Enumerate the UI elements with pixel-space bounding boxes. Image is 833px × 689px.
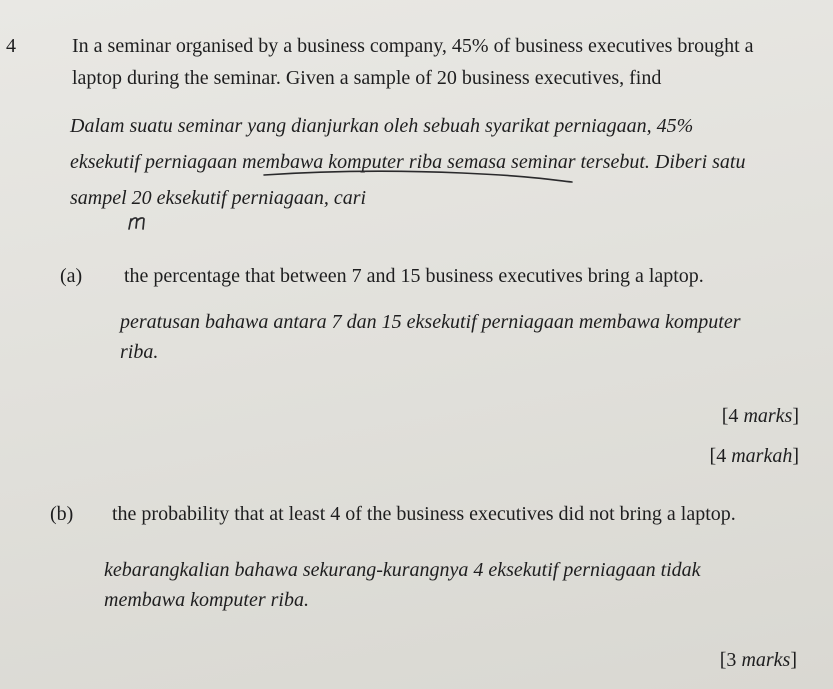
part-a-markah-text: [4 markah] [709,445,799,467]
stem-malay-line-3: sampel 20 eksekutif perniagaan, cari [70,187,367,209]
part-a-english: the percentage that between 7 and 15 business executives bring a laptop. [124,265,704,287]
question-number: 4 [6,35,16,57]
part-b-marks-english [720,648,797,672]
stem-english-line-1: In a seminar organised by a business company, 45% of business executives brought a [72,35,754,57]
part-a-label: (a) [60,265,83,287]
part-a-marks-text: [4 marks] [721,405,799,427]
part-b-english: the probability that at least 4 of the business executives did not bring a laptop. [112,503,736,525]
part-b-malay-line-2: membawa komputer riba. [104,589,309,611]
handwritten-underline [262,170,574,186]
stem-malay-line-1: Dalam suatu seminar yang dianjurkan oleh sebuah syarikat perniagaan, 45% [70,115,694,137]
part-a-malay-line-2: riba. [120,341,159,363]
part-b-malay-line-1: kebarangkalian bahawa sekurang-kurangnya 4 eksekutif perniagaan tidak [104,559,701,581]
part-b-label: (b) [50,503,74,525]
part-a-marks-english [722,404,799,428]
handwritten-note-n [126,212,150,232]
stem-malay-line-2: eksekutif perniagaan membawa komputer riba semasa seminar tersebut. Diberi satu [70,151,746,173]
part-b-marks-text: [3 marks] [719,649,797,671]
part-a-malay-line-1: peratusan bahawa antara 7 dan 15 eksekutif perniagaan membawa komputer [120,311,741,333]
stem-english-line-2: laptop during the seminar. Given a sample of 20 business executives, find [72,67,662,89]
part-a-marks-malay [710,444,799,468]
